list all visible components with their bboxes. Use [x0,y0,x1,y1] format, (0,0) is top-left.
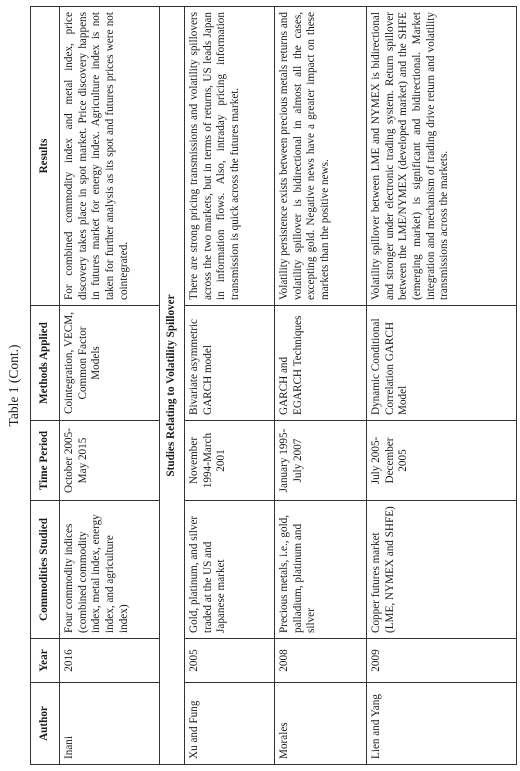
section-title: Studies Relating to Volatility Spillover [160,7,185,765]
table-row [185,7,275,765]
header-time-period: Time Period [31,421,60,501]
table-row [275,7,367,765]
header-results: Results [31,7,60,306]
cell-time-period: October 2005-May 2015 [60,421,160,501]
cell-methods: Dynamic Conditional Correlation GARCH Model [367,306,517,421]
table-row [367,7,517,765]
cell-author: Xu and Fung [185,683,275,765]
cell-results: There are strong pricing transmissions and volatility spillovers across the two markets, but in terms of returns, US leads Japan in information flows. Also, intraday pricing information transmission is quick across the futures market. [185,7,275,306]
cell-year: 2016 [60,639,160,683]
cell-results: Volatility persistence exists between precious metals returns and volatility spillover is bidirectional in almost all the cases, excepting gold. Negative news have a greater impact on these markets than the positive news. [275,7,367,306]
cell-methods: GARCH and EGARCH Techniques [275,306,367,421]
cell-methods: Cointegration, VECM, Common Factor Models [60,306,160,421]
section-row [160,7,185,765]
cell-results: Volatility spillover between LME and NYMEX is bidirectional and stronger under electronic trading system. Return spillover between the LME/NYMEX (developed market) and the SHFE (emerging market) is significant and bidirectional. Market integration and mechanism of trading drive return and volatility transmissions across the markets. [367,7,517,306]
cell-author: Morales [275,683,367,765]
header-author: Author [31,683,60,765]
cell-commodities: Gold, platinum, and silver traded at the US and Japanese market [185,501,275,639]
cell-time-period: July 2005-December 2005 [367,421,517,501]
header-commodities: Commodities Studied [31,501,60,639]
cell-year: 2005 [185,639,275,683]
cell-commodities: Copper futures market (LME, NYMEX and SHFE) [367,501,517,639]
cell-time-period: November 1994-March 2001 [185,421,275,501]
cell-time-period: January 1995-July 2007 [275,421,367,501]
cell-year: 2008 [275,639,367,683]
cell-results: For combined commodity index and metal index, price discovery takes place in spot market. Price discovery happens in futures market for energy index. Agriculture index is not taken for further analysis as its spot and futures prices were not cointegrated. [60,7,160,306]
header-year: Year [31,639,60,683]
cell-author: Inani [60,683,160,765]
header-row [31,7,60,765]
cell-methods: Bivariate asymmetric GARCH model [185,306,275,421]
literature-table [30,6,517,765]
cell-author: Lien and Yang [367,683,517,765]
table-row [60,7,160,765]
cell-commodities: Four commodity indices (combined commodity index, metal index, energy index, and agriculture index) [60,501,160,639]
cell-commodities: Precious metals, i.e., gold, palladium, platinum and silver [275,501,367,639]
header-methods: Methods Applied [31,306,60,421]
table-caption: Table 1 (Cont.) [6,344,21,427]
cell-year: 2009 [367,639,517,683]
